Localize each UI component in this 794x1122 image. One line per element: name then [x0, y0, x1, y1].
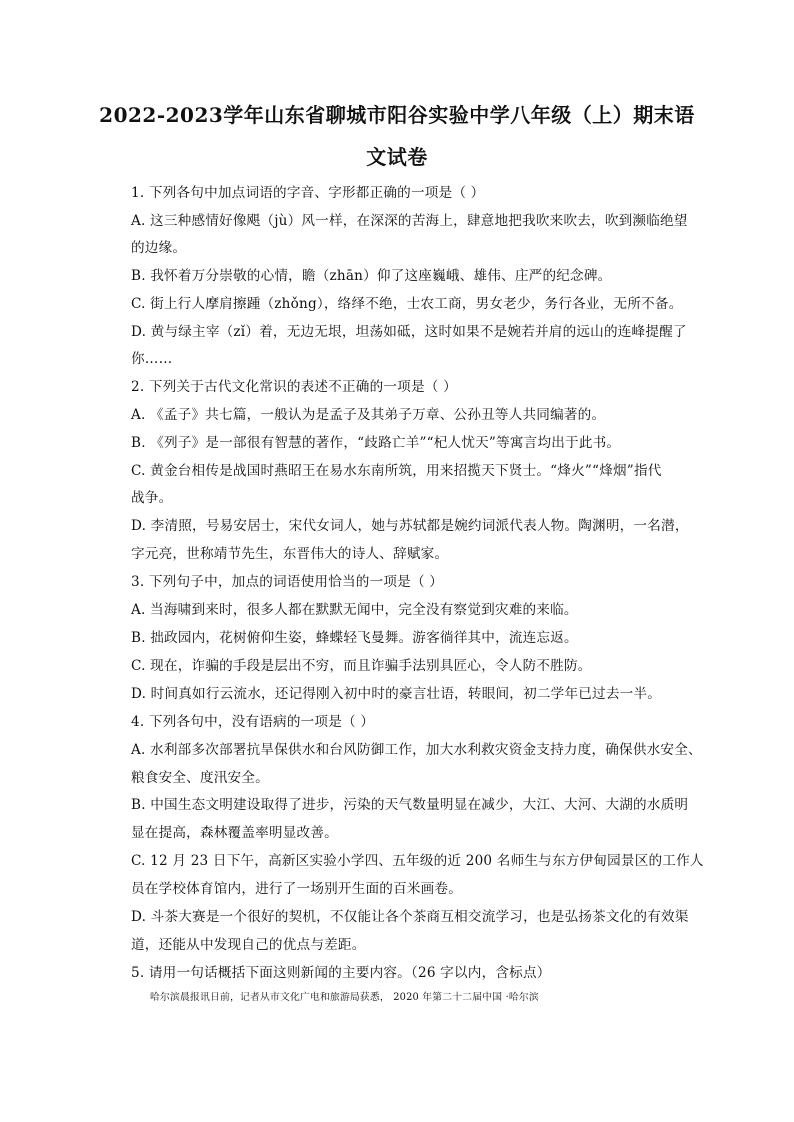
question-4-option-c-cont: 员在学校体育馆内，进行了一场别开生面的百米画卷。	[131, 881, 463, 897]
question-3-option-a: A. 当海啸到来时，很多人都在默默无闻中，完全没有察觉到灾难的来临。	[131, 602, 578, 618]
question-4-option-a: A. 水利部多次部署抗旱保供水和台风防御工作，加大水利救灾资金支持力度，确保供水安全、	[131, 742, 702, 758]
exam-title-line-2: 文试卷	[366, 145, 428, 169]
question-1-stem: 1. 下列各句中加点词语的字音、字形都正确的一项是（ ）	[131, 185, 485, 201]
question-1-option-a-cont: 的边缘。	[131, 240, 187, 256]
question-5-passage: 哈尔滨晨报讯日前，记者从市文化广电和旅游局获悉， 2020 年第二十二届中国 ·哈尔滨	[150, 992, 539, 1003]
question-1-option-b: B. 我怀着万分崇敬的心情，瞻（zhān）仰了这座巍峨、雄伟、庄严的纪念碑。	[131, 268, 612, 284]
question-4-option-b: B. 中国生态文明建设取得了进步，污染的天气数量明显在减少，大江、大河、大湖的水质明	[131, 797, 689, 813]
exam-title-line-1: 2022-2023学年山东省聊城市阳谷实验中学八年级（上）期末语	[99, 103, 695, 127]
question-1-option-a: A. 这三种感情好像飓（jù）风一样，在深深的苦海上，肆意地把我吹来吹去，吹到濒临绝望	[131, 213, 688, 229]
question-3-stem: 3. 下列句子中，加点的词语使用恰当的一项是（ ）	[131, 574, 444, 590]
question-2-option-a: A. 《孟子》共七篇，一般认为是孟子及其弟子万章、公孙丑等人共同编著的。	[131, 407, 606, 423]
question-1-option-d: D. 黄与绿主宰（zǐ）着，无边无垠，坦荡如砥，这时如果不是婉若并肩的远山的连峰提醒了	[131, 324, 687, 340]
question-5-stem: 5. 请用一句话概括下面这则新闻的主要内容。（26 字以内，含标点）	[131, 965, 551, 981]
question-2-option-c-cont: 战争。	[131, 490, 173, 506]
question-2-option-b: B. 《列子》是一部很有智慧的著作，“歧路亡羊”“杞人忧天”等寓言均出于此书。	[131, 435, 621, 451]
question-2-option-c: C. 黄金台相传是战国时燕昭王在易水东南所筑，用来招揽天下贤士。“烽火”“烽烟”指代	[131, 463, 662, 479]
question-3-option-d: D. 时间真如行云流水，还记得刚入初中时的豪言壮语，转眼间，初二学年已过去一半。	[131, 686, 662, 702]
question-4-option-a-cont: 粮食安全、度汛安全。	[131, 770, 269, 786]
question-3-option-c: C. 现在，诈骗的手段是层出不穷，而且诈骗手法别具匠心，令人防不胜防。	[131, 658, 592, 674]
question-4-option-d: D. 斗茶大赛是一个很好的契机，不仅能让各个茶商互相交流学习，也是弘扬茶文化的有效渠	[131, 909, 689, 925]
question-2-option-d-cont: 字元亮，世称靖节先生，东晋伟大的诗人、辞赋家。	[131, 546, 449, 562]
question-4-option-c: C. 12 月 23 日下午，高新区实验小学四、五年级的近 200 名师生与东方伊甸园景区的工作人	[131, 853, 704, 869]
question-2-option-d: D. 李清照，号易安居士，宋代女词人，她与苏轼都是婉约词派代表人物。陶渊明，一名潜，	[131, 518, 689, 534]
question-4-option-b-cont: 显在提高，森林覆盖率明显改善。	[131, 825, 338, 841]
question-4-option-d-cont: 道，还能从中发现自己的优点与差距。	[131, 937, 366, 953]
question-2-stem: 2. 下列关于古代文化常识的表述不正确的一项是（ ）	[131, 379, 457, 395]
question-1-option-d-cont: 你……	[131, 351, 173, 367]
question-1-option-c: C. 街上行人摩肩擦踵（zhǒng），络绎不绝，士农工商，男女老少，务行各业，无所不备。	[131, 296, 683, 312]
question-4-stem: 4. 下列各句中，没有语病的一项是（ ）	[131, 714, 375, 730]
question-3-option-b: B. 拙政园内，花树俯仰生姿，蜂蝶轻飞曼舞。游客徜徉其中，流连忘返。	[131, 630, 578, 646]
